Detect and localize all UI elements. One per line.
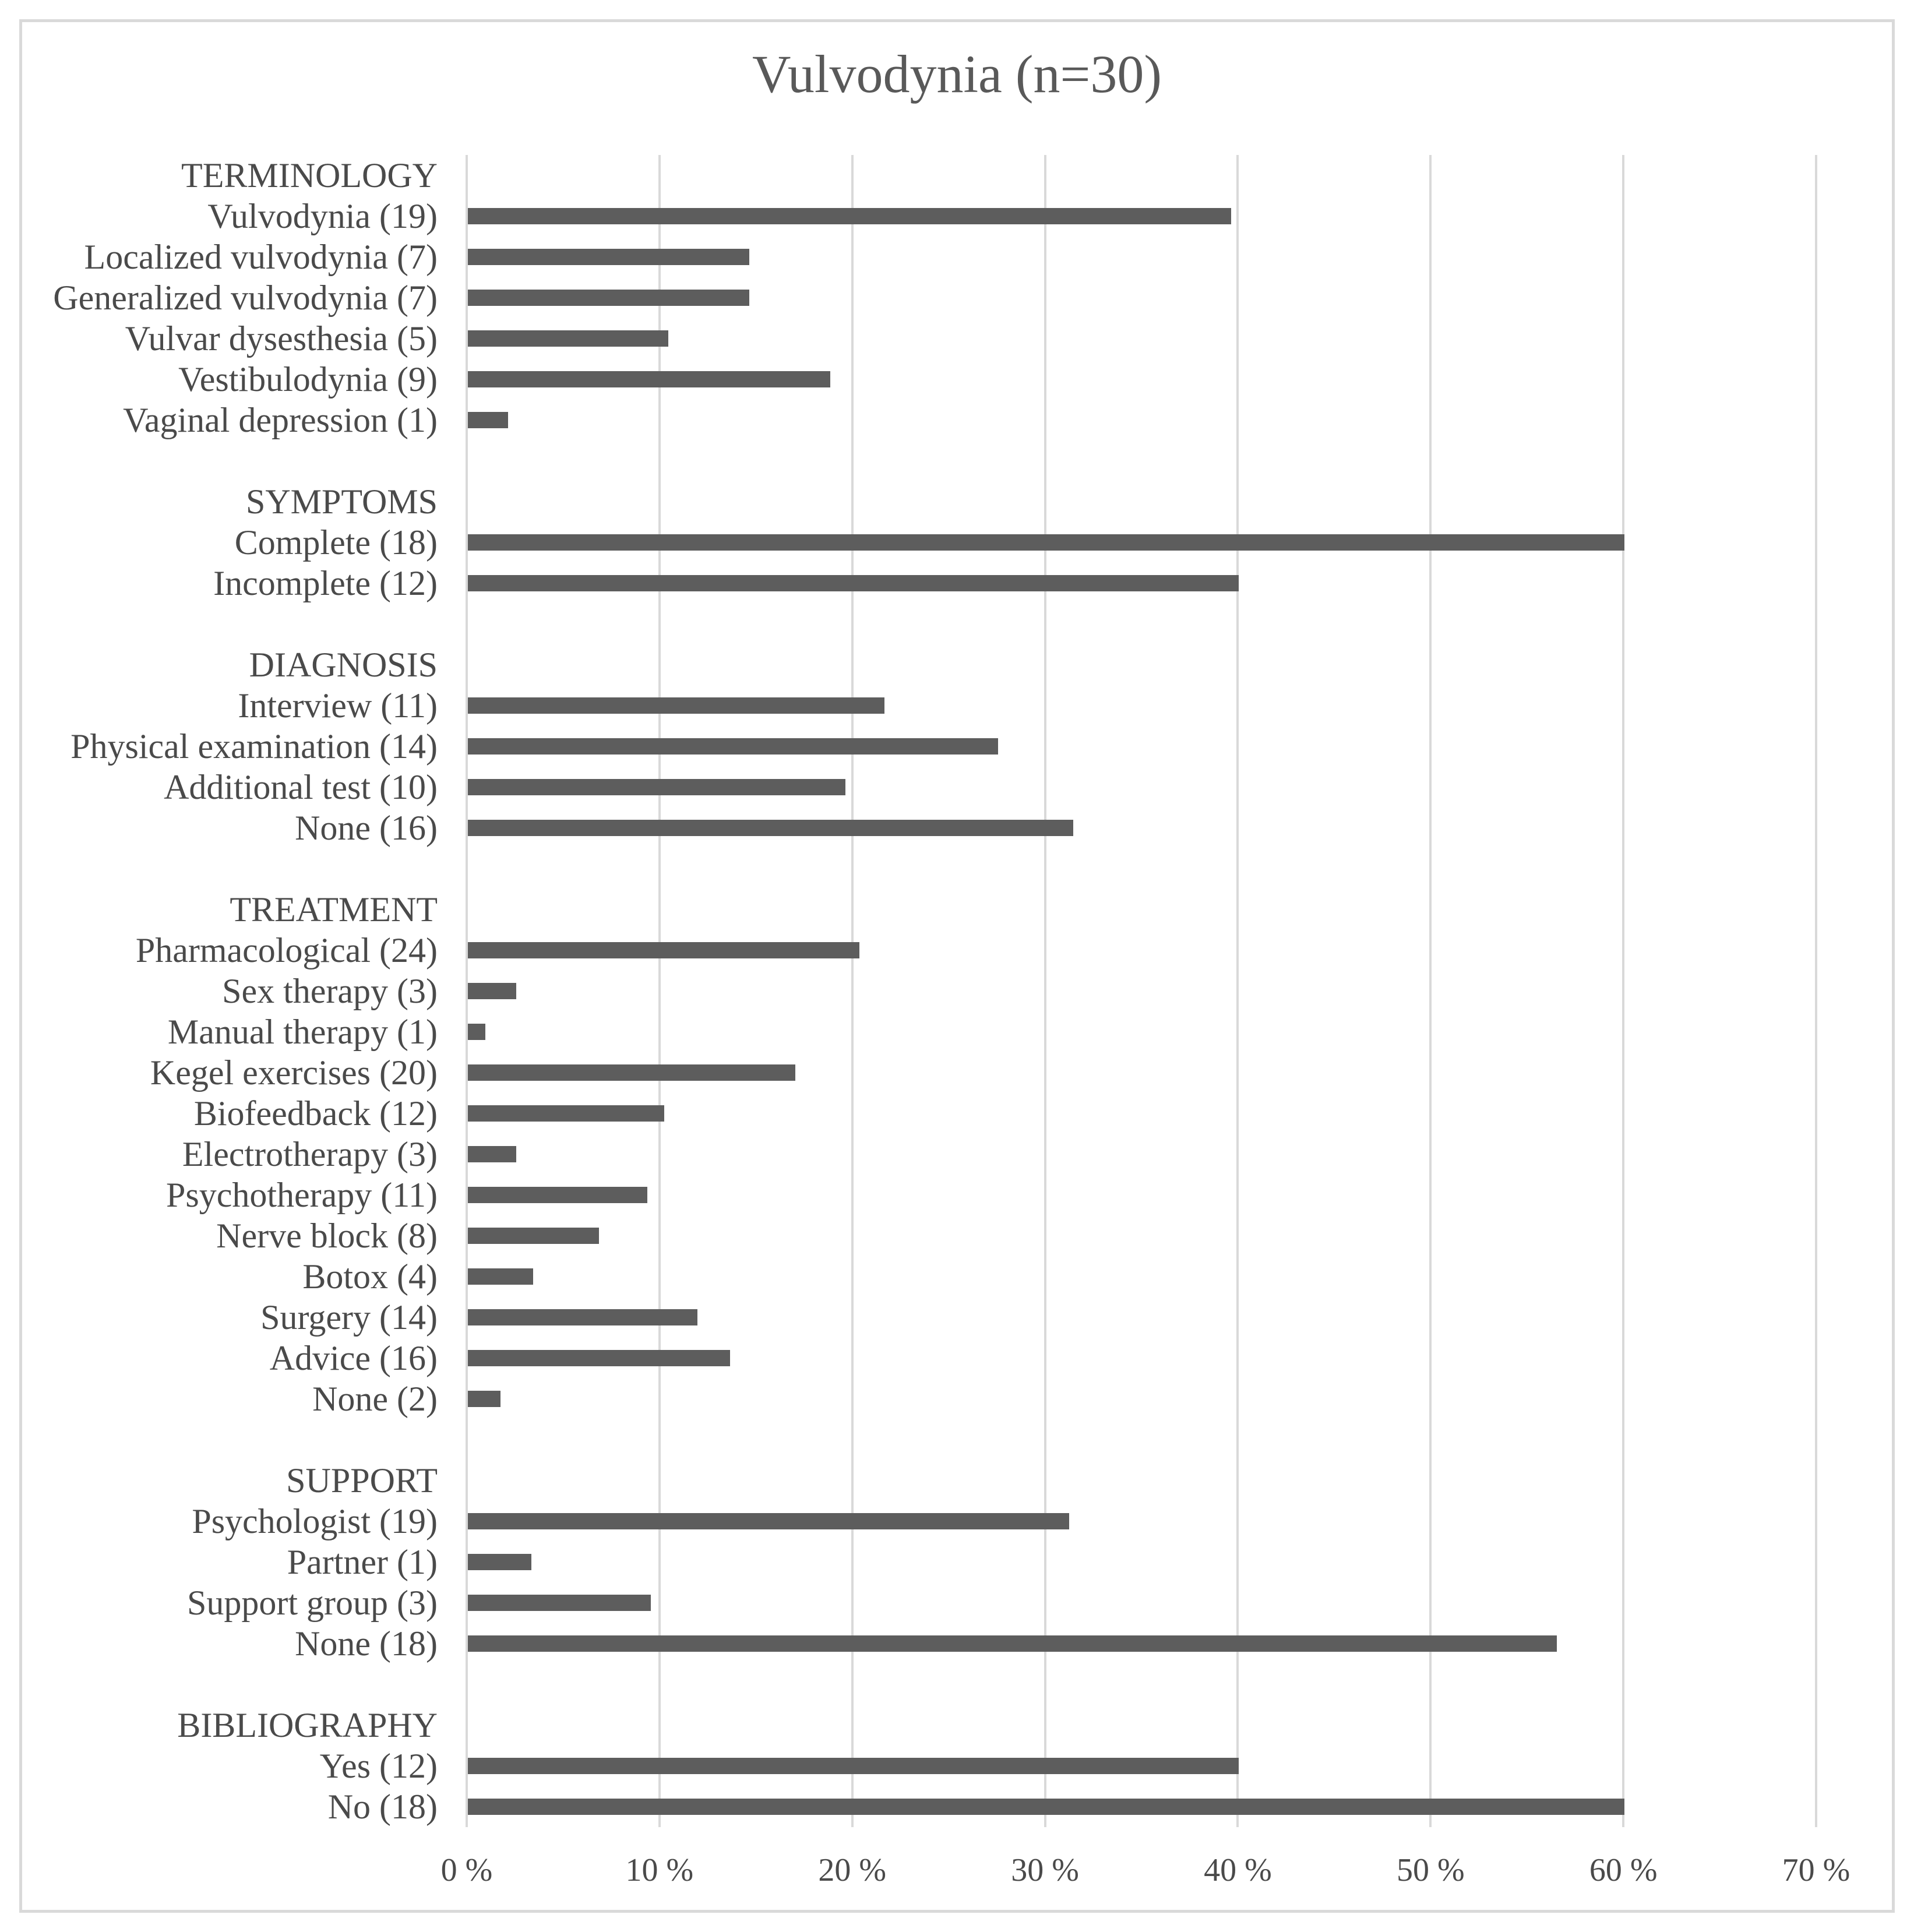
section-header-label: BIBLIOGRAPHY [177, 1706, 438, 1744]
bar-track [467, 400, 1816, 440]
bar-track [467, 1052, 1816, 1093]
bar-track [467, 318, 1816, 359]
x-tick-label: 0 % [440, 1852, 493, 1888]
bar-track [467, 1664, 1816, 1705]
bar-track [467, 644, 1816, 685]
category-label: Manual therapy (1) [167, 1013, 438, 1051]
bar-track [467, 726, 1816, 767]
category-label: Physical examination (14) [71, 727, 438, 766]
category-row [22, 685, 1892, 726]
category-row [22, 196, 1892, 237]
bar [468, 330, 668, 347]
bar [468, 1799, 1624, 1815]
category-label: Pharmacological (24) [135, 931, 438, 969]
bar [468, 1350, 730, 1366]
bar [468, 1228, 599, 1244]
category-label: Incomplete (12) [213, 564, 438, 602]
category-row [22, 1623, 1892, 1664]
category-label: Vulvar dysesthesia (5) [125, 319, 438, 358]
spacer-row [22, 1419, 1892, 1460]
x-tick-label: 10 % [625, 1852, 694, 1888]
category-row [22, 1338, 1892, 1379]
bar [468, 1635, 1557, 1652]
bar-track [467, 155, 1816, 196]
category-row [22, 1011, 1892, 1052]
category-row [22, 1542, 1892, 1582]
bar [468, 1024, 485, 1040]
section-header-row [22, 481, 1892, 522]
category-row [22, 522, 1892, 563]
bar [468, 1758, 1239, 1774]
bar-track [467, 481, 1816, 522]
category-label: Nerve block (8) [216, 1217, 438, 1255]
category-label: Vaginal depression (1) [123, 401, 438, 439]
bar [468, 697, 884, 714]
category-row [22, 1297, 1892, 1338]
bar [468, 1391, 500, 1407]
bar [468, 1554, 531, 1570]
bar-track [467, 971, 1816, 1011]
bar [468, 290, 749, 306]
bar-track [467, 1623, 1816, 1664]
category-label: Yes (12) [319, 1747, 438, 1785]
category-label: Vulvodynia (19) [207, 197, 438, 235]
section-header-label: TERMINOLOGY [181, 156, 438, 195]
category-label: Botox (4) [302, 1257, 438, 1296]
bar-track [467, 1175, 1816, 1215]
x-tick-label: 20 % [818, 1852, 887, 1888]
section-header-label: SUPPORT [286, 1461, 438, 1500]
bar-track [467, 767, 1816, 808]
bar [468, 1268, 533, 1285]
bar [468, 942, 859, 958]
category-row [22, 1582, 1892, 1623]
category-label: Partner (1) [287, 1543, 438, 1581]
bar [468, 1595, 651, 1611]
category-row [22, 563, 1892, 604]
bar [468, 1064, 795, 1081]
spacer-row [22, 604, 1892, 644]
section-header-row [22, 155, 1892, 196]
category-row [22, 1746, 1892, 1786]
category-label: Interview (11) [238, 686, 438, 725]
category-label: None (18) [295, 1624, 438, 1663]
category-label: Sex therapy (3) [222, 972, 438, 1010]
category-label: Surgery (14) [260, 1298, 438, 1337]
category-row [22, 1134, 1892, 1175]
bar-track [467, 237, 1816, 277]
category-row [22, 726, 1892, 767]
bar-track [467, 1379, 1816, 1419]
spacer-row [22, 1664, 1892, 1705]
chart-title: Vulvodynia (n=30) [752, 44, 1162, 104]
bar-track [467, 1011, 1816, 1052]
category-label: None (16) [295, 809, 438, 847]
section-header-label: TREATMENT [230, 890, 438, 929]
bar [468, 1105, 664, 1122]
bar [468, 1187, 647, 1203]
x-tick-label: 60 % [1589, 1852, 1658, 1888]
section-header-row [22, 1705, 1892, 1746]
bar-track [467, 1460, 1816, 1501]
category-row [22, 1256, 1892, 1297]
category-label: Psychologist (19) [192, 1502, 438, 1540]
category-label: Electrotherapy (3) [182, 1135, 438, 1173]
category-row [22, 808, 1892, 848]
bar [468, 983, 516, 999]
category-row [22, 277, 1892, 318]
bar-track [467, 685, 1816, 726]
category-row [22, 400, 1892, 440]
bar [468, 412, 508, 428]
section-header-label: SYMPTOMS [245, 482, 438, 521]
bar-track [467, 1256, 1816, 1297]
category-label: Psychotherapy (11) [166, 1176, 438, 1214]
category-label: None (2) [312, 1380, 438, 1418]
section-header-row [22, 889, 1892, 930]
category-label: Vestibulodynia (9) [178, 360, 438, 399]
category-row [22, 1052, 1892, 1093]
category-row [22, 318, 1892, 359]
bar-track [467, 1582, 1816, 1623]
category-row [22, 767, 1892, 808]
category-row [22, 359, 1892, 400]
bar [468, 371, 830, 387]
category-row [22, 1093, 1892, 1134]
bar-track [467, 930, 1816, 971]
bar-track [467, 563, 1816, 604]
category-row [22, 1175, 1892, 1215]
spacer-row [22, 440, 1892, 481]
bar-track [467, 604, 1816, 644]
bar-track [467, 1297, 1816, 1338]
category-label: Advice (16) [269, 1339, 438, 1377]
bar-track [467, 1215, 1816, 1256]
x-tick-label: 30 % [1011, 1852, 1079, 1888]
bar-track [467, 1093, 1816, 1134]
category-row [22, 1786, 1892, 1827]
category-row [22, 930, 1892, 971]
bar-track [467, 1134, 1816, 1175]
bar [468, 208, 1231, 224]
bar [468, 779, 845, 795]
bar [468, 1146, 516, 1162]
bar-track [467, 1705, 1816, 1746]
x-tick-label: 70 % [1782, 1852, 1850, 1888]
bar-track [467, 1746, 1816, 1786]
bar-track [467, 889, 1816, 930]
bar-track [467, 359, 1816, 400]
section-header-label: DIAGNOSIS [249, 646, 438, 684]
bar [468, 738, 998, 755]
bar-track [467, 1501, 1816, 1542]
category-label: Generalized vulvodynia (7) [53, 278, 438, 317]
bar [468, 1513, 1069, 1529]
bar-track [467, 1419, 1816, 1460]
section-header-row [22, 644, 1892, 685]
bar [468, 575, 1239, 591]
category-label: Complete (18) [234, 523, 438, 562]
x-tick-label: 40 % [1204, 1852, 1272, 1888]
category-row [22, 237, 1892, 277]
bar-track [467, 440, 1816, 481]
category-row [22, 1501, 1892, 1542]
category-row [22, 1215, 1892, 1256]
bar [468, 820, 1073, 836]
bar-track [467, 196, 1816, 237]
category-label: Kegel exercises (20) [150, 1053, 438, 1092]
bar-track [467, 1542, 1816, 1582]
category-label: Biofeedback (12) [193, 1094, 438, 1133]
bar-track [467, 277, 1816, 318]
category-row [22, 1379, 1892, 1419]
spacer-row [22, 848, 1892, 889]
x-tick-label: 50 % [1396, 1852, 1465, 1888]
bar [468, 1309, 697, 1325]
bar [468, 534, 1624, 551]
section-header-row [22, 1460, 1892, 1501]
category-label: No (18) [327, 1788, 438, 1826]
category-row [22, 971, 1892, 1011]
chart-rows [22, 155, 1892, 1827]
x-axis [440, 1847, 1850, 1894]
bar-track [467, 1786, 1816, 1827]
bar [468, 249, 749, 265]
bar-track [467, 808, 1816, 848]
bar-track [467, 522, 1816, 563]
bar-track [467, 848, 1816, 889]
category-label: Localized vulvodynia (7) [84, 238, 438, 276]
category-label: Support group (3) [187, 1584, 438, 1622]
bar-track [467, 1338, 1816, 1379]
category-label: Additional test (10) [164, 768, 438, 806]
